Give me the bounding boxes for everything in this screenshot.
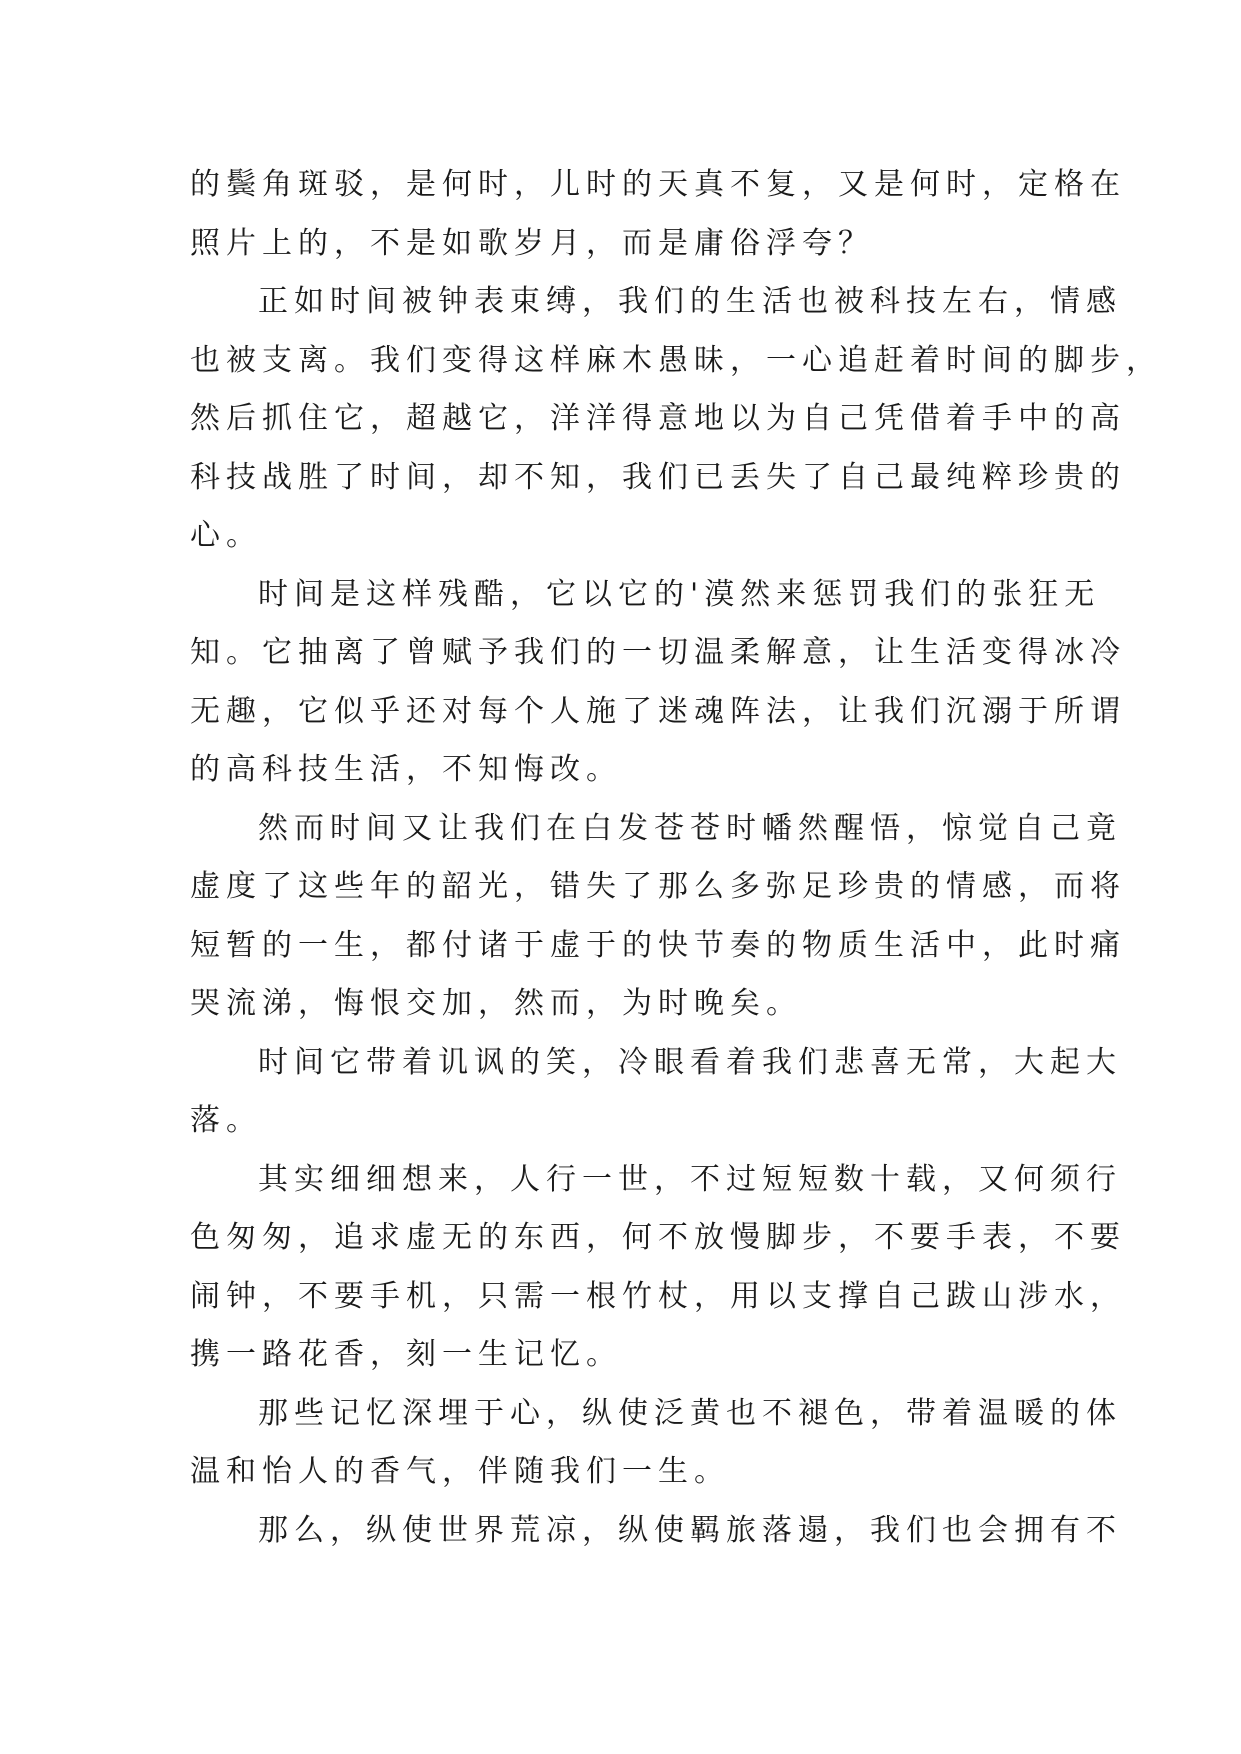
text-line: 然后抓住它，超越它，洋洋得意地以为自己凭借着手中的高 <box>190 401 1126 436</box>
paragraph <box>190 800 1126 1034</box>
text-line: 心。 <box>190 518 262 553</box>
text-line: 照片上的，不是如歌岁月，而是庸俗浮夸？ <box>190 225 874 261</box>
paragraph <box>190 566 1126 800</box>
essay-body <box>190 156 1162 1560</box>
text-line: 温和怡人的香气，伴随我们一生。 <box>190 1454 730 1489</box>
text-line: 携一路花香，刻一生记忆。 <box>190 1337 622 1372</box>
text-line: 那些记忆深埋于心，纵使泛黄也不褪色，带着温暖的体 <box>258 1395 1122 1431</box>
text-line: 落。 <box>190 1103 262 1138</box>
text-line: 科技战胜了时间，却不知，我们已丢失了自己最纯粹珍贵的 <box>190 459 1126 495</box>
text-line: 也被支离。我们变得这样麻木愚昧，一心追赶着时间的脚步， <box>190 342 1162 378</box>
text-line: 的高科技生活，不知悔改。 <box>190 752 622 787</box>
text-line: 色匆匆，追求虚无的东西，何不放慢脚步，不要手表，不要 <box>190 1220 1126 1255</box>
text-line: 短暂的一生，都付诸于虚于的快节奏的物质生活中，此时痛 <box>190 927 1126 963</box>
text-line: 知。它抽离了曾赋予我们的一切温柔解意，让生活变得冰冷 <box>190 635 1126 670</box>
paragraph <box>190 1502 1122 1561</box>
text-line: 闹钟，不要手机，只需一根竹杖，用以支撑自己跋山涉水， <box>190 1278 1126 1314</box>
text-line: 虚度了这些年的韶光，错失了那么多弥足珍贵的情感，而将 <box>190 869 1126 904</box>
text-line: 其实细细想来，人行一世，不过短短数十载，又何须行 <box>258 1161 1122 1197</box>
text-line: 时间是这样残酷，它以它的'漠然来惩罚我们的张狂无 <box>258 576 1101 612</box>
paragraph <box>190 1385 1122 1502</box>
text-line: 时间它带着讥讽的笑，冷眼看着我们悲喜无常，大起大 <box>258 1044 1122 1080</box>
text-line: 那么，纵使世界荒凉，纵使羁旅落遢，我们也会拥有不 <box>258 1512 1122 1548</box>
paragraph <box>190 1034 1122 1151</box>
text-line: 无趣，它似乎还对每个人施了迷魂阵法，让我们沉溺于所谓 <box>190 693 1126 729</box>
paragraph <box>190 1151 1126 1385</box>
text-line: 哭流涕，悔恨交加，然而，为时晚矣。 <box>190 986 802 1021</box>
text-line: 然而时间又让我们在白发苍苍时幡然醒悟，惊觉自己竟 <box>258 810 1122 846</box>
text-line: 的鬓角斑驳，是何时，儿时的天真不复，又是何时，定格在 <box>190 167 1126 202</box>
paragraph <box>190 273 1162 566</box>
text-line: 正如时间被钟表束缚，我们的生活也被科技左右，情感 <box>258 284 1122 319</box>
paragraph <box>190 156 1126 273</box>
